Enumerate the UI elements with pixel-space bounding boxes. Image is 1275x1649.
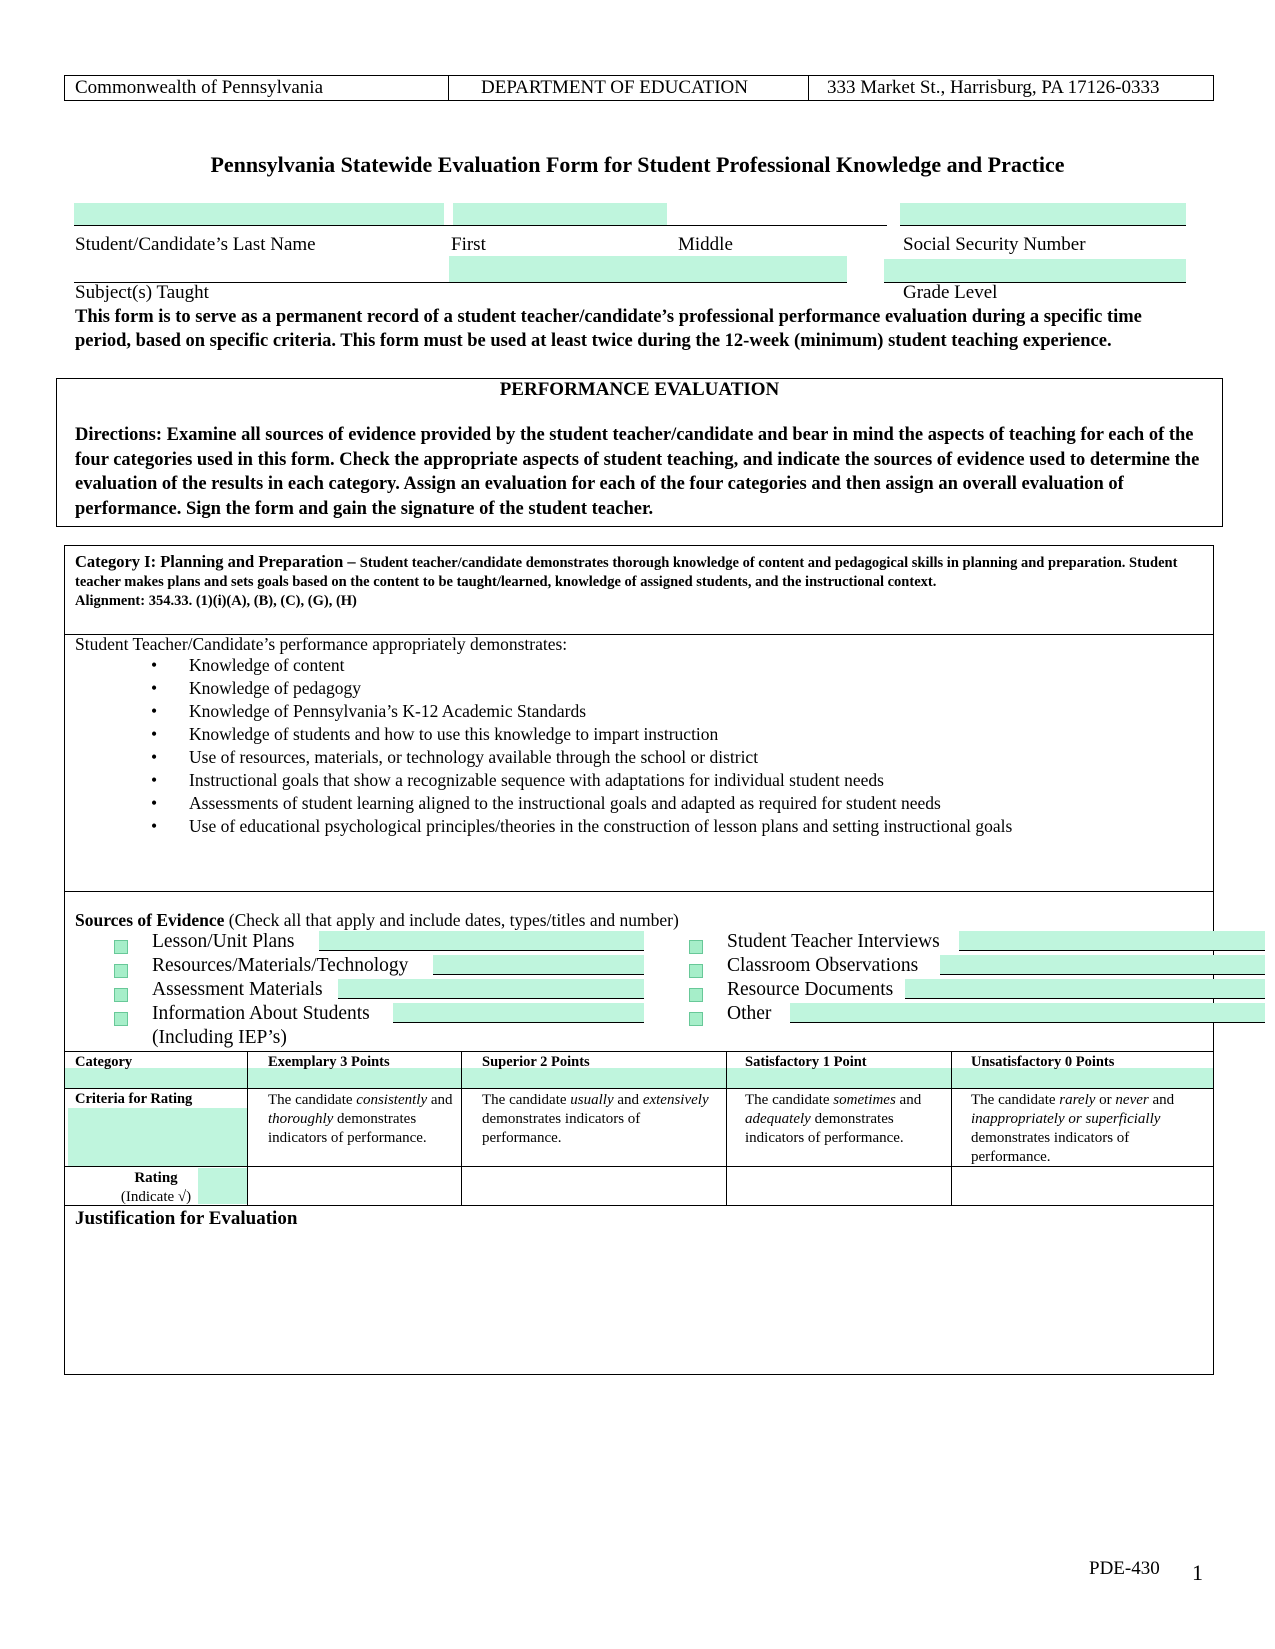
intro-text: This form is to serve as a permanent record of a student teacher/candidate’s professional performance evaluation during a specific time period, based on specific criteria. This form must be used at least twice during the 12-week (minimum) student teaching experience. <box>75 307 1142 351</box>
justification-field[interactable] <box>69 1234 1209 1370</box>
list-item: • Knowledge of students and how to use this knowledge to impart instruction <box>189 723 1012 746</box>
resource-documents-checkbox[interactable] <box>689 988 703 1002</box>
interviews-field[interactable] <box>959 931 1265 950</box>
criteria-emphasis: usually <box>570 1092 614 1108</box>
header-address: 333 Market St., Harrisburg, PA 17126-0333 <box>827 77 1160 98</box>
header-department: DEPARTMENT OF EDUCATION <box>449 76 809 100</box>
category-box <box>64 545 1214 1375</box>
resource-documents-label: Resource Documents <box>727 979 894 1000</box>
field-line <box>319 950 644 951</box>
column-line <box>951 1051 952 1205</box>
name-line <box>444 225 453 226</box>
category-header <box>75 552 1200 611</box>
criteria-emphasis: rarely <box>1059 1092 1096 1108</box>
last-name-field[interactable] <box>74 203 444 225</box>
subjects-field[interactable] <box>449 256 847 282</box>
table-header-category: Category <box>75 1054 133 1070</box>
criteria-emphasis: adequately <box>745 1111 811 1127</box>
criteria-text: The candidate <box>482 1092 571 1108</box>
criteria-exemplary <box>268 1091 453 1148</box>
observations-field[interactable] <box>940 955 1265 974</box>
alignment-value: : 354.33. (1)(i)(A), (B), (C), (G), (H) <box>140 593 357 609</box>
interviews-checkbox[interactable] <box>689 940 703 954</box>
divider <box>65 891 1213 892</box>
list-item: • Assessments of student learning aligned to the instructional goals and adapted as required for student needs <box>189 792 1012 815</box>
demonstrates-list <box>65 654 1012 838</box>
assessment-label: Assessment Materials <box>152 979 323 1000</box>
criteria-satisfactory <box>745 1091 955 1148</box>
resources-field[interactable] <box>433 955 644 974</box>
page-number: 1 <box>1192 1560 1203 1585</box>
information-checkbox[interactable] <box>114 1012 128 1026</box>
criteria-text: and <box>613 1092 643 1108</box>
field-line <box>433 974 644 975</box>
rating-satisfactory-cell[interactable] <box>727 1167 951 1204</box>
criteria-emphasis: thoroughly <box>268 1111 334 1127</box>
lesson-plans-field[interactable] <box>319 931 644 950</box>
field-line <box>940 974 1265 975</box>
resources-checkbox[interactable] <box>114 964 128 978</box>
ssn-label: Social Security Number <box>903 234 1086 255</box>
last-name-label: Student/Candidate’s Last Name <box>75 234 316 255</box>
list-item: • Instructional goals that show a recognizable sequence with adaptations for individual student needs <box>189 769 1012 792</box>
first-name-field[interactable] <box>453 203 667 225</box>
information-label: Information About Students <box>152 1003 370 1024</box>
criteria-text: The candidate <box>745 1092 834 1108</box>
criteria-emphasis: consistently <box>356 1092 428 1108</box>
table-bottom-line <box>65 1205 1213 1206</box>
criteria-emphasis: sometimes <box>833 1092 896 1108</box>
table-header-satisfactory: Satisfactory 1 Point <box>745 1054 867 1070</box>
rating-exemplary-cell[interactable] <box>248 1167 461 1204</box>
criteria-text: The candidate <box>971 1092 1060 1108</box>
ssn-field[interactable] <box>900 203 1186 225</box>
grade-level-label: Grade Level <box>903 282 998 303</box>
sources-title <box>75 910 679 931</box>
criteria-text: demonstrates indicators of performance. <box>268 1111 427 1146</box>
field-line <box>338 998 644 999</box>
header-commonwealth: Commonwealth of Pennsylvania <box>65 76 449 100</box>
information-extra-label: (Including IEP’s) <box>152 1027 287 1048</box>
category-description: Student teacher/candidate demonstrates thorough knowledge of content and pedagogical skills in planning and preparation. Student teacher makes plans and sets goals based on the content to be taught/learned, knowledge of assigned students, and the instructional context. <box>75 555 1178 590</box>
table-top-line <box>65 1051 1213 1052</box>
form-code: PDE-430 <box>1089 1558 1160 1579</box>
name-line <box>453 225 667 226</box>
rating-title: Rating <box>134 1170 178 1186</box>
sources-title-rest: (Check all that apply and include dates, types/titles and number) <box>224 910 679 930</box>
criteria-superior <box>482 1091 722 1148</box>
criteria-text: demonstrates indicators of performance. <box>971 1130 1130 1165</box>
demonstrates-label: Student Teacher/Candidate’s performance appropriately demonstrates: <box>75 634 568 654</box>
header-highlight <box>65 1068 1213 1088</box>
criteria-label: Criteria for Rating <box>75 1091 193 1107</box>
subjects-label: Subject(s) Taught <box>75 282 209 303</box>
criteria-text: and <box>427 1092 453 1108</box>
other-label: Other <box>727 1003 772 1024</box>
assessment-field[interactable] <box>338 979 644 998</box>
name-line <box>74 225 444 226</box>
criteria-emphasis: never <box>1115 1092 1149 1108</box>
list-item: • Knowledge of pedagogy <box>189 677 1012 700</box>
criteria-text: and <box>1148 1092 1175 1108</box>
directions-text: Directions: Examine all sources of evidence provided by the student teacher/candidate and bear in mind the aspects of teaching for each of the four categories used in this form. Check the appropriate aspects of student teaching, and indicate the sources of evidence used to determine the evaluation of the results in each category. Assign an evaluation for each of the four categories and then assign an overall evaluation of performance. Sign the form and gain the signature of the student teacher. <box>75 425 1200 519</box>
performance-title: PERFORMANCE EVALUATION <box>499 379 780 400</box>
table-row-line <box>65 1088 1213 1089</box>
list-item: • Use of educational psychological principles/theories in the construction of lesson plans and setting instructional goals <box>189 815 1012 838</box>
sources-title-bold: Sources of Evidence <box>75 910 225 930</box>
grade-level-field[interactable] <box>884 259 1186 282</box>
justification-label: Justification for Evaluation <box>75 1208 298 1229</box>
header-table <box>64 75 1214 101</box>
alignment-label: Alignment <box>75 593 141 609</box>
column-line <box>726 1051 727 1205</box>
resource-documents-field[interactable] <box>905 979 1265 998</box>
criteria-text: demonstrates indicators of performance. <box>745 1111 904 1146</box>
criteria-text: and <box>895 1092 922 1108</box>
middle-name-label: Middle <box>678 234 733 255</box>
middle-name-field[interactable] <box>667 225 887 226</box>
list-item: • Knowledge of Pennsylvania’s K-12 Academic Standards <box>189 700 1012 723</box>
table-header-exemplary: Exemplary 3 Points <box>268 1054 390 1070</box>
field-line <box>959 950 1265 951</box>
criteria-text: The candidate <box>268 1092 357 1108</box>
observations-checkbox[interactable] <box>689 964 703 978</box>
list-item: • Knowledge of content <box>189 654 1012 677</box>
other-field[interactable] <box>790 1003 1265 1022</box>
column-line <box>247 1051 248 1205</box>
list-item: • Use of resources, materials, or technology available through the school or district <box>189 746 1012 769</box>
criteria-unsatisfactory <box>971 1091 1206 1167</box>
name-line <box>900 225 1186 226</box>
performance-evaluation-box <box>56 378 1223 527</box>
column-line <box>461 1051 462 1205</box>
criteria-text: demonstrates indicators of performance. <box>482 1111 641 1146</box>
rating-superior-cell[interactable] <box>462 1167 726 1204</box>
assessment-checkbox[interactable] <box>114 988 128 1002</box>
page-title: Pennsylvania Statewide Evaluation Form for Student Professional Knowledge and Practice <box>210 152 1065 177</box>
first-name-label: First <box>451 234 486 255</box>
information-field[interactable] <box>393 1003 644 1022</box>
rating-sub: (Indicate √) <box>120 1189 192 1205</box>
table-header-unsatisfactory: Unsatisfactory 0 Points <box>971 1054 1115 1070</box>
criteria-emphasis: inappropriately or superficially <box>971 1111 1161 1127</box>
rating-unsatisfactory-cell[interactable] <box>952 1167 1213 1204</box>
criteria-emphasis: extensively <box>642 1092 709 1108</box>
resources-label: Resources/Materials/Technology <box>152 955 409 976</box>
field-line <box>393 1022 644 1023</box>
field-line <box>905 998 1265 999</box>
other-checkbox[interactable] <box>689 1012 703 1026</box>
field-line <box>790 1022 1265 1023</box>
interviews-label: Student Teacher Interviews <box>727 931 940 952</box>
criteria-text: or <box>1095 1092 1116 1108</box>
table-header-superior: Superior 2 Points <box>482 1054 590 1070</box>
lesson-plans-label: Lesson/Unit Plans <box>152 931 295 952</box>
observations-label: Classroom Observations <box>727 955 919 976</box>
lesson-plans-checkbox[interactable] <box>114 940 128 954</box>
rating-label <box>65 1169 247 1207</box>
category-title: Category I: Planning and Preparation – <box>75 552 360 571</box>
criteria-field[interactable] <box>68 1108 247 1166</box>
